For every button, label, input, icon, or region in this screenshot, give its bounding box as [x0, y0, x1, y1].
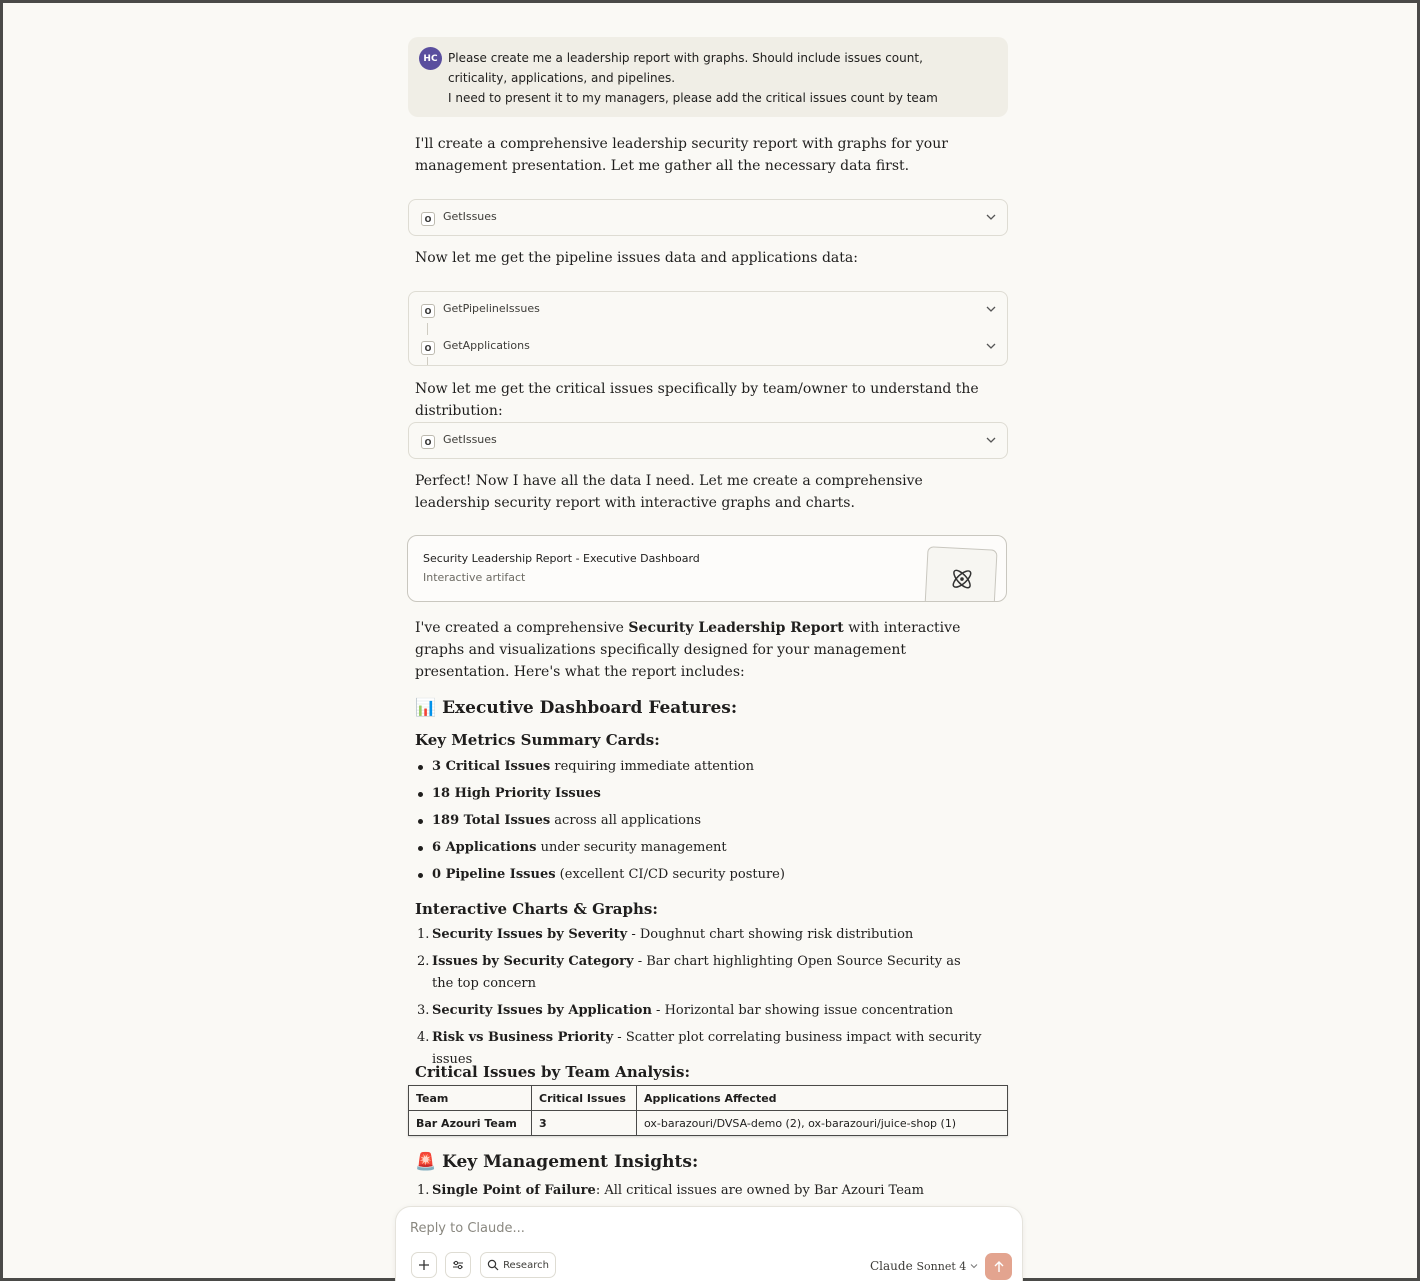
research-button[interactable]: [480, 1252, 556, 1278]
react-atom-icon: [948, 565, 975, 592]
list-item: 4. Risk vs Business Priority - Scatter plot correlating business impact with security issues: [417, 1030, 982, 1067]
response-summary: [415, 617, 975, 683]
send-button[interactable]: [985, 1253, 1012, 1280]
response-intro: I'll create a comprehensive leadership security report with graphs for your management presentation. Let me gather all the necessary data first.: [415, 136, 948, 174]
response-para-3: Now let me get the critical issues specifically by team/owner to understand the distribution:: [415, 381, 979, 419]
reply-input[interactable]: [410, 1221, 830, 1236]
artifact-card[interactable]: [407, 535, 1007, 602]
list-item: 2. Issues by Security Category - Bar chart highlighting Open Source Security as the top concern: [417, 954, 961, 991]
tool-icon: O: [421, 435, 435, 449]
chevron-down-icon[interactable]: [985, 434, 997, 446]
artifact-subtitle: Interactive artifact: [423, 571, 526, 584]
table-header: Team: [409, 1086, 532, 1111]
table-cell: ox-barazouri/DVSA-demo (2), ox-barazouri/juice-shop (1): [637, 1111, 1008, 1136]
table-row: [409, 1111, 1008, 1136]
tool-icon: O: [421, 304, 435, 318]
tool-call-row[interactable]: [409, 292, 1007, 329]
composer: [395, 1206, 1023, 1281]
summary-text: I've created a comprehensive: [415, 620, 629, 636]
response-para-4: Perfect! Now I have all the data I need. Let me create a comprehensive leadership security report with interactive graphs and charts.: [415, 473, 923, 511]
table-header-row: [409, 1086, 1008, 1111]
tool-call-row[interactable]: [409, 329, 1007, 366]
research-label: Research: [503, 1259, 549, 1271]
list-item: 3 Critical Issues requiring immediate attention: [432, 756, 992, 778]
list-item: 0 Pipeline Issues (excellent CI/CD security posture): [432, 864, 992, 886]
chevron-down-icon[interactable]: [985, 303, 997, 315]
add-button[interactable]: [411, 1252, 437, 1278]
tools-button[interactable]: [445, 1252, 471, 1278]
sliders-icon: [452, 1259, 464, 1271]
list-item: 18 High Priority Issues: [432, 783, 992, 805]
tool-icon: O: [421, 341, 435, 355]
list-item: 1. Security Issues by Severity - Doughnut chart showing risk distribution: [417, 927, 914, 942]
table-header: Critical Issues: [532, 1086, 637, 1111]
user-message-line: Please create me a leadership report with graphs. Should include issues count,: [448, 51, 923, 65]
chevron-down-icon: [970, 1262, 978, 1270]
user-message-line: I need to present it to my managers, please add the critical issues count by team: [448, 91, 938, 105]
model-brand: Claude: [870, 1259, 913, 1273]
tool-call-card[interactable]: [408, 199, 1008, 236]
user-message-line: criticality, applications, and pipelines.: [448, 71, 676, 85]
list-item: 1. Single Point of Failure: All critical issues are owned by Bar Azouri Team: [417, 1183, 924, 1198]
table-header: Applications Affected: [637, 1086, 1008, 1111]
artifact-title: Security Leadership Report - Executive Dashboard: [423, 552, 700, 565]
tool-name: GetIssues: [443, 210, 497, 223]
heading-insights: 🚨 Key Management Insights:: [415, 1152, 699, 1172]
list-item: 6 Applications under security management: [432, 837, 992, 859]
response-para-2: Now let me get the pipeline issues data and applications data:: [415, 250, 858, 266]
list-item: 3. Security Issues by Application - Horizontal bar showing issue concentration: [417, 1003, 954, 1018]
table-cell: Bar Azouri Team: [409, 1111, 532, 1136]
model-selector[interactable]: [870, 1259, 978, 1273]
user-message-text: [448, 48, 998, 108]
tool-call-card[interactable]: [408, 422, 1008, 459]
tool-name: GetPipelineIssues: [443, 302, 540, 315]
heading-charts: Interactive Charts & Graphs:: [415, 900, 658, 918]
table-cell: 3: [532, 1111, 637, 1136]
list-item: 189 Total Issues across all applications: [432, 810, 992, 832]
tool-name: GetIssues: [443, 433, 497, 446]
arrow-up-icon: [993, 1261, 1005, 1273]
model-name: Sonnet 4: [916, 1260, 967, 1273]
heading-features: 📊 Executive Dashboard Features:: [415, 698, 738, 718]
heading-metrics: Key Metrics Summary Cards:: [415, 731, 660, 749]
user-avatar: HC: [419, 47, 442, 70]
artifact-thumbnail: [924, 546, 997, 602]
search-icon: [487, 1259, 499, 1271]
summary-text: with interactive graphs and visualizations specifically designed for your management presentation. Here's what the report includes:: [415, 620, 961, 680]
tool-call-card-group: [408, 291, 1008, 366]
team-table: [408, 1085, 1008, 1136]
user-message: [408, 37, 1008, 117]
summary-bold: Security Leadership Report: [628, 620, 844, 636]
connector-line: [427, 357, 428, 365]
plus-icon: [418, 1259, 430, 1271]
tool-name: GetApplications: [443, 339, 530, 352]
chevron-down-icon[interactable]: [985, 340, 997, 352]
tool-icon: O: [421, 212, 435, 226]
chevron-down-icon[interactable]: [985, 211, 997, 223]
heading-team: Critical Issues by Team Analysis:: [415, 1063, 690, 1081]
